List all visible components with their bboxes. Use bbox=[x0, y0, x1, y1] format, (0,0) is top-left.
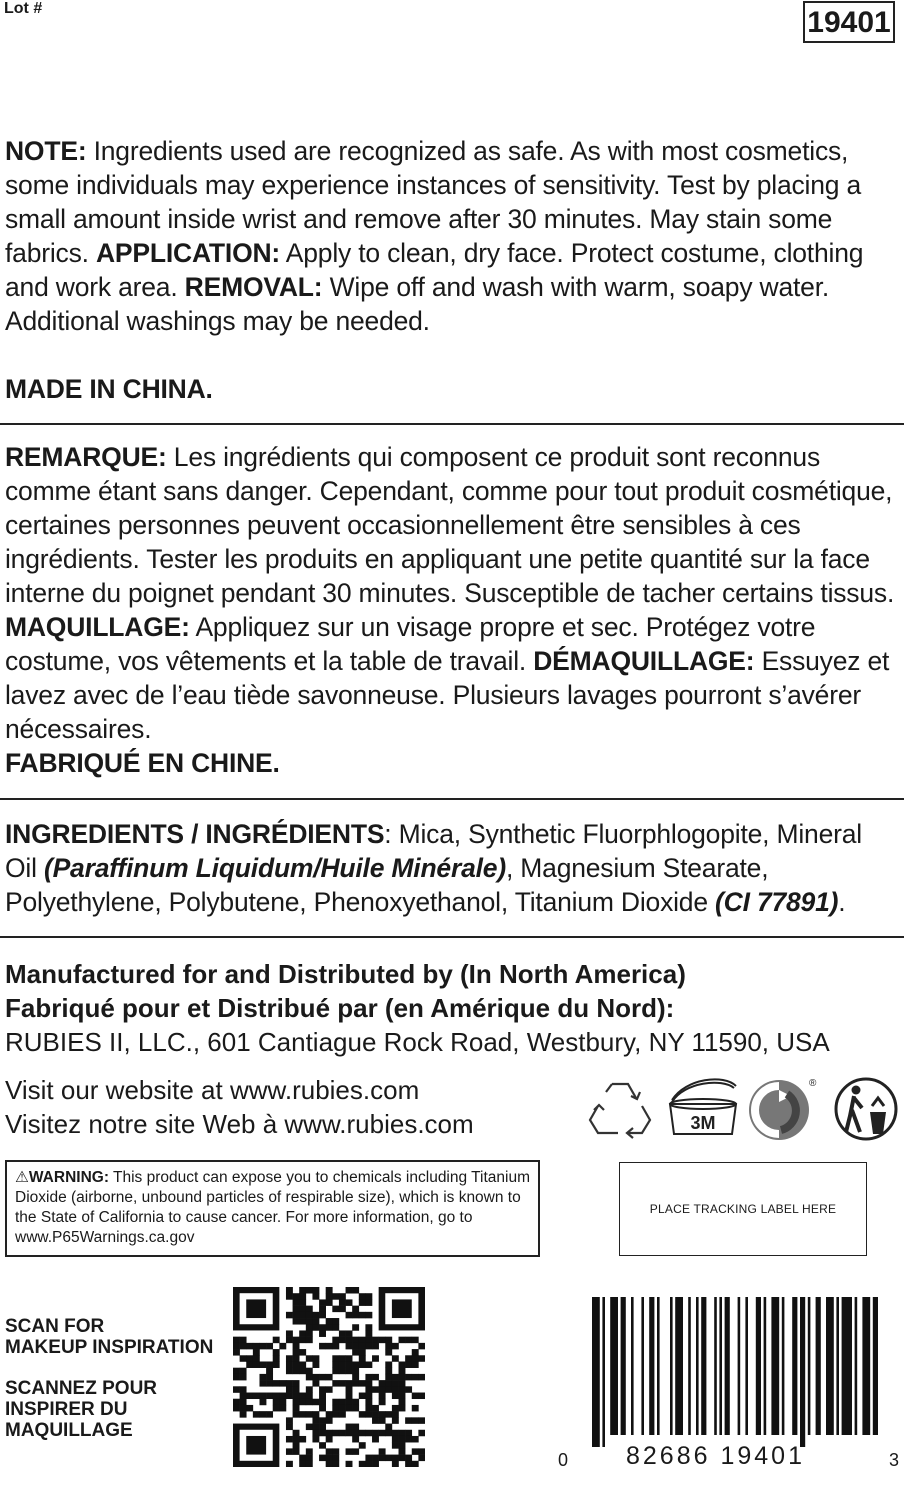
prop65-warning bbox=[5, 1160, 540, 1257]
manufacturer-line2: Fabriqué pour et Distribué par (en Amérique du Nord): bbox=[5, 993, 675, 1023]
website-fr: Visitez notre site Web à www.rubies.com bbox=[5, 1109, 474, 1139]
scan-line: MAKEUP INSPIRATION bbox=[5, 1337, 214, 1358]
barcode bbox=[590, 1297, 882, 1447]
application-text: Apply to clean, dry face. Protect costume, clothing and work area. bbox=[5, 238, 864, 302]
ingredients-label: INGREDIENTS / INGRÉDIENTS bbox=[5, 819, 385, 849]
manufacturer bbox=[5, 957, 895, 1059]
qr-code bbox=[233, 1287, 425, 1467]
website-en: Visit our website at www.rubies.com bbox=[5, 1075, 420, 1105]
ingredients-text: : Mica, Synthetic Fluorphlogopite, Mineral Oil bbox=[5, 819, 862, 883]
removal-text: Wipe off and wash with warm, soapy water. Additional washings may be needed. bbox=[5, 272, 830, 336]
tidyman-icon bbox=[832, 1076, 900, 1142]
warning-text: This product can expose you to chemicals including Titanium Dioxide (airborne, unbound particles of respirable size), which is known to the State of California to cause cancer. For more information, go to www.P65Warnings.ca.gov bbox=[15, 1169, 531, 1246]
pao-label: 3M bbox=[690, 1113, 716, 1133]
demaquillage-label: DÉMAQUILLAGE: bbox=[533, 646, 755, 676]
ingredients bbox=[5, 817, 895, 919]
manufacturer-line1: Manufactured for and Distributed by (In North America) bbox=[5, 959, 686, 989]
scan-text-fr bbox=[5, 1378, 157, 1441]
ingredients-text: , Magnesium Stearate, Polyethylene, Polybutene, Phenoxyethanol, Titanium Dioxide bbox=[5, 853, 769, 917]
maquillage-label: MAQUILLAGE: bbox=[5, 612, 190, 642]
scan-line: SCANNEZ POUR bbox=[5, 1378, 158, 1399]
made-in-china: MADE IN CHINA. bbox=[5, 374, 213, 404]
registered-mark: ® bbox=[809, 1078, 817, 1089]
note-text: Ingredients used are recognized as safe. As with most cosmetics, some individuals may experience instances of sensitivity. Test by placing a small amount inside wrist and remove after 30 minutes. May stain some fabrics. bbox=[5, 136, 862, 268]
english-instructions bbox=[5, 134, 895, 338]
ingredients-italic: (CI 77891) bbox=[715, 887, 839, 917]
removal-label: REMOVAL: bbox=[184, 272, 323, 302]
ingredients-italic: (Paraffinum Liquidum/Huile Minérale) bbox=[43, 853, 506, 883]
recycle-icon bbox=[584, 1076, 656, 1142]
barcode-digits: 82686 19401 bbox=[626, 1442, 805, 1470]
manufacturer-address: RUBIES II, LLC., 601 Cantiague Rock Road, Westbury, NY 11590, USA bbox=[5, 1027, 830, 1057]
note-label: NOTE: bbox=[5, 136, 87, 166]
remarque-label: REMARQUE: bbox=[5, 442, 167, 472]
divider bbox=[0, 423, 904, 425]
application-label: APPLICATION: bbox=[95, 238, 281, 268]
scan-line: INSPIRER DU bbox=[5, 1399, 128, 1420]
barcode-digit-first: 0 bbox=[558, 1450, 572, 1470]
warning-label: WARNING: bbox=[28, 1169, 109, 1186]
maquillage-text: Appliquez sur un visage propre et sec. Protégez votre costume, vos vêtements et la table de travail. bbox=[5, 612, 816, 676]
open-jar-icon bbox=[664, 1076, 742, 1138]
warning-icon: ⚠ bbox=[15, 1169, 29, 1186]
scan-text-en bbox=[5, 1316, 213, 1358]
divider bbox=[0, 936, 904, 938]
scan-line: SCAN FOR bbox=[5, 1316, 105, 1337]
demaquillage-text: Essuyez et lavez avec de l’eau tiède savonneuse. Plusieurs lavages pourront s’avérer nécessaires. bbox=[5, 646, 890, 744]
green-dot-icon bbox=[747, 1076, 817, 1142]
ingredients-text: . bbox=[838, 887, 846, 917]
fabrique-en-chine: FABRIQUÉ EN CHINE. bbox=[5, 748, 280, 778]
remarque-text: Les ingrédients qui composent ce produit sont reconnus comme étant sans danger. Cependant, comme pour tout produit cosmétique, certaines personnes peuvent occasionnellement être sensibles à ces ingrédients. Tester les produits en appliquant une petite quantité sur la face interne du poignet pendant 30 minutes. Susceptible de tacher certains tissus. bbox=[5, 442, 895, 608]
divider bbox=[0, 798, 904, 800]
lot-number: 19401 bbox=[803, 1, 895, 43]
french-instructions bbox=[5, 440, 895, 746]
lot-label: Lot # bbox=[4, 0, 43, 17]
scan-line: MAQUILLAGE bbox=[5, 1420, 133, 1441]
tracking-label-area: PLACE TRACKING LABEL HERE bbox=[619, 1162, 867, 1256]
barcode-digit-last: 3 bbox=[889, 1450, 903, 1470]
